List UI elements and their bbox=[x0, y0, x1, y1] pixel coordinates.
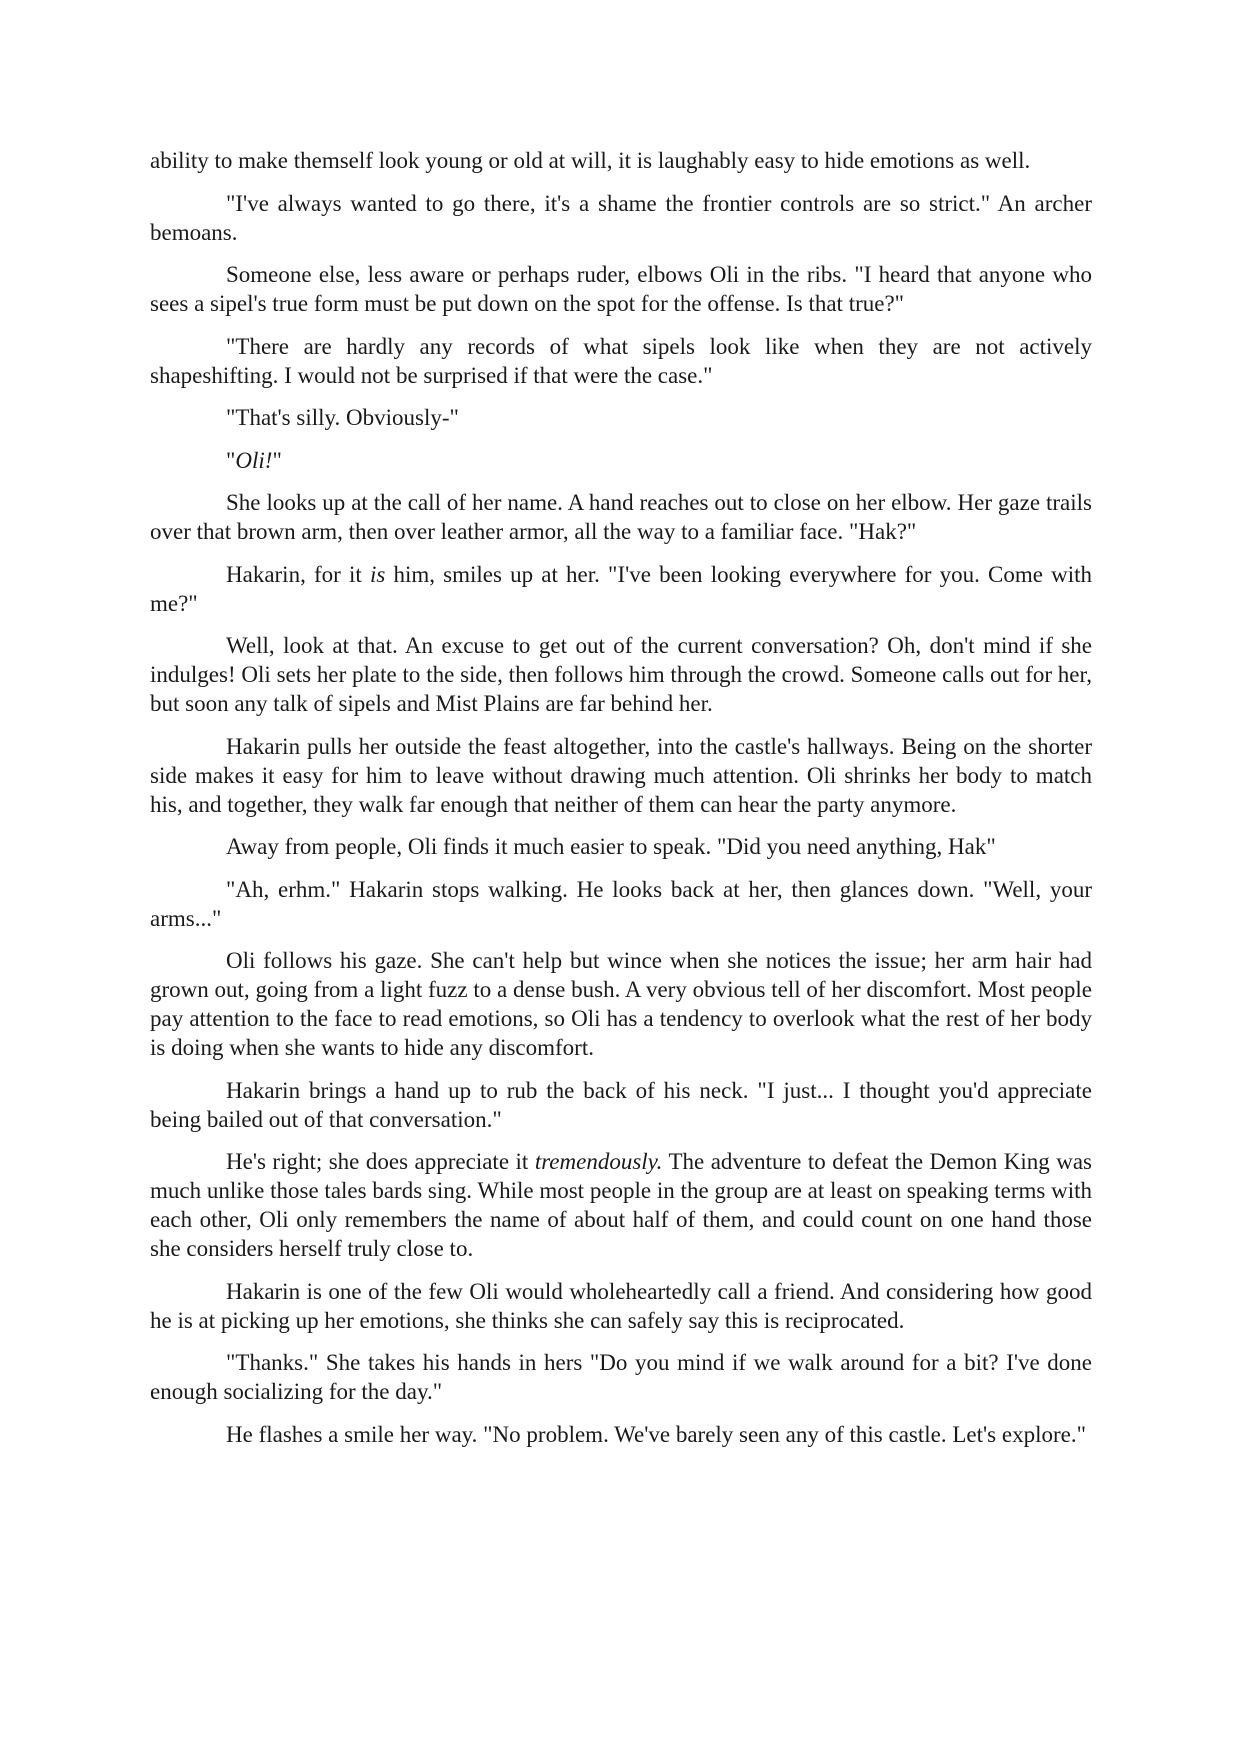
body-paragraph bbox=[150, 1420, 1092, 1449]
body-paragraph bbox=[150, 332, 1092, 390]
paragraph-text: Hakarin pulls her outside the feast altogether, into the castle's hallways. Being on the shorter side makes it easy for him to leave without drawing much attention. Oli shrinks her body to match his, and together, they walk far enough that neither of them can hear the party anymore. bbox=[150, 733, 1092, 817]
paragraph-text: " bbox=[272, 447, 282, 473]
paragraph-text: "Ah, erhm." Hakarin stops walking. He looks back at her, then glances down. "Well, your arms..." bbox=[150, 876, 1092, 931]
document-page bbox=[150, 146, 1092, 1462]
body-paragraph bbox=[150, 560, 1092, 618]
paragraph-text: "I've always wanted to go there, it's a shame the frontier controls are so strict." An archer bemoans. bbox=[150, 190, 1092, 245]
body-paragraph bbox=[150, 260, 1092, 318]
paragraph-text: He flashes a smile her way. "No problem. We've barely seen any of this castle. Let's explore." bbox=[226, 1421, 1086, 1447]
paragraph-text: The adventure to defeat the Demon King was much unlike those tales bards sing. While most people in the group are at least on speaking terms with each other, Oli only remembers the name of about half of them, and could count on one hand those she considers herself truly close to. bbox=[150, 1149, 1092, 1261]
paragraph-text: "There are hardly any records of what sipels look like when they are not actively shapeshifting. I would not be surprised if that were the case." bbox=[150, 333, 1092, 388]
paragraph-text: Someone else, less aware or perhaps ruder, elbows Oli in the ribs. "I heard that anyone who sees a sipel's true form must be put down on the spot for the offense. Is that true?" bbox=[150, 262, 1092, 316]
italic-text: Oli! bbox=[235, 447, 273, 473]
body-paragraph bbox=[150, 946, 1092, 1062]
body-paragraph bbox=[150, 732, 1092, 819]
body-paragraph bbox=[150, 488, 1092, 546]
body-paragraph bbox=[150, 403, 1092, 432]
paragraph-text: She looks up at the call of her name. A hand reaches out to close on her elbow. Her gaze trails over that brown arm, then over leather armor, all the way to a familiar face. "Hak?" bbox=[150, 490, 1092, 544]
paragraph-text: Away from people, Oli finds it much easier to speak. "Did you need anything, Hak" bbox=[226, 834, 996, 859]
body-paragraph bbox=[150, 146, 1092, 175]
body-paragraph bbox=[150, 1147, 1092, 1263]
paragraph-text: Hakarin is one of the few Oli would wholeheartedly call a friend. And considering how good he is at picking up her emotions, she thinks she can safely say this is reciprocated. bbox=[150, 1278, 1092, 1333]
body-paragraph bbox=[150, 1076, 1092, 1134]
paragraph-text: "Thanks." She takes his hands in hers "Do you mind if we walk around for a bit? I've done enough socializing for the day." bbox=[150, 1350, 1092, 1404]
italic-text: tremendously. bbox=[534, 1149, 663, 1174]
paragraph-text: Hakarin, for it bbox=[226, 561, 370, 587]
body-paragraph bbox=[150, 1348, 1092, 1406]
paragraph-text: Hakarin brings a hand up to rub the back of his neck. "I just... I thought you'd appreciate being bailed out of that conversation." bbox=[150, 1077, 1092, 1132]
italic-text: is bbox=[369, 561, 386, 587]
body-paragraph bbox=[150, 446, 1092, 475]
paragraph-text: " bbox=[226, 447, 236, 473]
body-paragraph bbox=[150, 832, 1092, 861]
body-paragraph bbox=[150, 875, 1092, 933]
paragraph-text: Oli follows his gaze. She can't help but wince when she notices the issue; her arm hair had grown out, going from a light fuzz to a dense bush. A very obvious tell of her discomfort. Most people pay attention to the face to read emotions, so Oli has a tendency to overlook what the rest of her body is doing when she wants to hide any discomfort. bbox=[150, 948, 1092, 1060]
paragraph-text: He's right; she does appreciate it bbox=[226, 1149, 535, 1174]
paragraph-text: ability to make themself look young or old at will, it is laughably easy to hide emotions as well. bbox=[150, 148, 1031, 173]
paragraph-text: him, smiles up at her. "I've been looking everywhere for you. Come with me?" bbox=[150, 561, 1092, 616]
paragraph-text: "That's silly. Obviously-" bbox=[226, 405, 459, 430]
body-paragraph bbox=[150, 1277, 1092, 1335]
body-paragraph bbox=[150, 631, 1092, 718]
body-paragraph bbox=[150, 189, 1092, 247]
paragraph-text: Well, look at that. An excuse to get out of the current conversation? Oh, don't mind if she indulges! Oli sets her plate to the side, then follows him through the crowd. Someone calls out for her, but soon any talk of sipels and Mist Plains are far behind her. bbox=[150, 633, 1092, 716]
